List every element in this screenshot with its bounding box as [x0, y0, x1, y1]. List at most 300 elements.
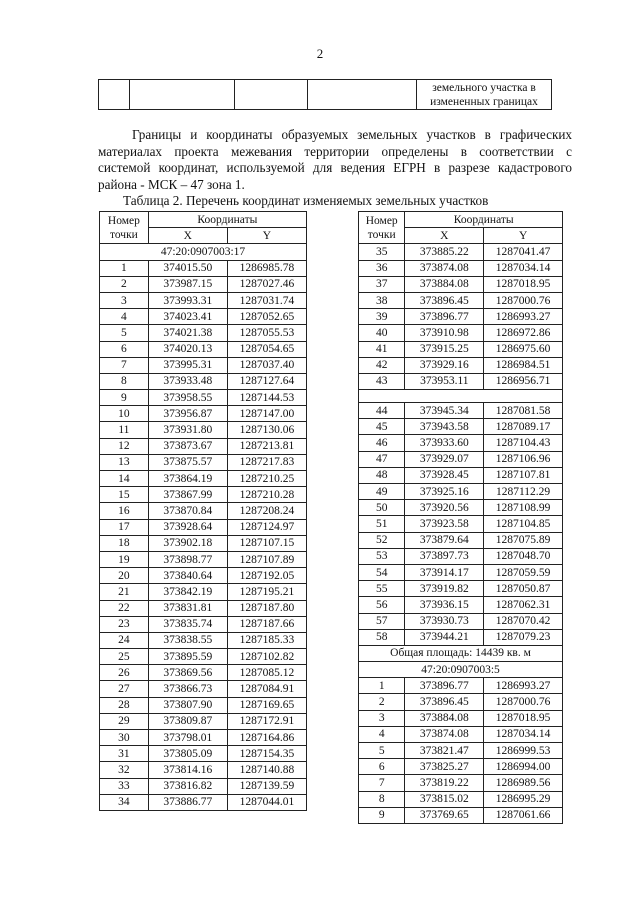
y-value: 1287147.00	[227, 406, 306, 422]
x-value: 373925.16	[405, 484, 484, 500]
table-row	[359, 451, 563, 467]
y-value: 1287210.25	[227, 471, 306, 487]
coordinates-header: Координаты	[405, 212, 563, 228]
header-row	[359, 212, 563, 228]
empty-cell	[130, 80, 235, 110]
x-value: 373870.84	[148, 503, 227, 519]
table-row	[359, 597, 563, 613]
x-value: 373816.82	[148, 778, 227, 794]
x-value: 373884.08	[405, 276, 484, 292]
x-value: 373929.07	[405, 451, 484, 467]
point-number: 32	[100, 762, 149, 778]
x-value: 373798.01	[148, 730, 227, 746]
table-row	[100, 357, 307, 373]
point-number: 37	[359, 276, 405, 292]
point-number: 29	[100, 713, 149, 729]
y-value: 1286993.27	[484, 678, 563, 694]
point-number: 46	[359, 435, 405, 451]
table-row	[359, 532, 563, 548]
x-value: 373835.74	[148, 616, 227, 632]
point-number-header-line1: Номер	[107, 214, 140, 227]
table-row	[359, 309, 563, 325]
x-value: 373821.47	[405, 743, 484, 759]
x-value: 373915.25	[405, 341, 484, 357]
y-value: 1286956.71	[484, 373, 563, 389]
point-number: 4	[100, 309, 149, 325]
y-value: 1287061.66	[484, 807, 563, 823]
x-value: 373993.31	[148, 292, 227, 308]
table-row	[100, 438, 307, 454]
x-value: 373910.98	[405, 325, 484, 341]
x-value: 373805.09	[148, 746, 227, 762]
y-value: 1286975.60	[484, 341, 563, 357]
x-value: 373879.64	[405, 532, 484, 548]
x-value: 373896.77	[405, 309, 484, 325]
point-number: 24	[100, 632, 149, 648]
table-row	[100, 535, 307, 551]
point-number: 31	[100, 746, 149, 762]
y-value: 1287187.80	[227, 600, 306, 616]
y-value: 1287089.17	[484, 419, 563, 435]
table-row	[359, 726, 563, 742]
point-number: 23	[100, 616, 149, 632]
y-value: 1287208.24	[227, 503, 306, 519]
y-value: 1287070.42	[484, 613, 563, 629]
coordinates-header: Координаты	[148, 212, 306, 228]
point-number: 30	[100, 730, 149, 746]
x-value: 373920.56	[405, 500, 484, 516]
table-row	[359, 500, 563, 516]
y-value: 1287052.65	[227, 309, 306, 325]
x-value: 373895.59	[148, 649, 227, 665]
x-value: 373815.02	[405, 791, 484, 807]
x-value: 373995.31	[148, 357, 227, 373]
point-number: 17	[100, 519, 149, 535]
x-value: 373931.80	[148, 422, 227, 438]
table-row	[359, 419, 563, 435]
x-value: 374023.41	[148, 309, 227, 325]
point-number: 55	[359, 581, 405, 597]
table-row	[359, 629, 563, 645]
point-number: 9	[359, 807, 405, 823]
y-value: 1287187.66	[227, 616, 306, 632]
table-row	[100, 390, 307, 406]
y-value: 1287081.58	[484, 403, 563, 419]
table-row	[359, 678, 563, 694]
total-area-row	[359, 645, 563, 661]
x-value: 373874.08	[405, 260, 484, 276]
table-row	[359, 516, 563, 532]
point-number: 2	[100, 276, 149, 292]
y-value: 1287000.76	[484, 292, 563, 308]
y-header: Y	[484, 228, 563, 244]
table-row	[359, 548, 563, 564]
y-value: 1287127.64	[227, 373, 306, 389]
continuation-cell	[417, 80, 552, 110]
point-number: 49	[359, 484, 405, 500]
paragraph-line: Границы и координаты образуемых земельных участков в графических	[132, 127, 572, 142]
x-value: 373953.11	[405, 373, 484, 389]
point-number: 43	[359, 373, 405, 389]
point-number: 57	[359, 613, 405, 629]
x-value: 373928.45	[405, 467, 484, 483]
point-number: 27	[100, 681, 149, 697]
point-number: 50	[359, 500, 405, 516]
section-title: 47:20:0907003:17	[100, 244, 307, 260]
total-area: Общая площадь: 14439 кв. м	[359, 645, 563, 661]
point-number: 58	[359, 629, 405, 645]
x-value: 373869.56	[148, 665, 227, 681]
y-value: 1287124.97	[227, 519, 306, 535]
point-number: 3	[100, 292, 149, 308]
y-value: 1287018.95	[484, 276, 563, 292]
y-value: 1287107.81	[484, 467, 563, 483]
x-value: 373874.08	[405, 726, 484, 742]
section-title-row	[359, 662, 563, 678]
x-value: 373885.22	[405, 244, 484, 260]
table-row	[100, 487, 307, 503]
point-number: 11	[100, 422, 149, 438]
x-value: 373842.19	[148, 584, 227, 600]
y-value: 1287062.31	[484, 597, 563, 613]
x-value: 374020.13	[148, 341, 227, 357]
section-title-row	[100, 244, 307, 260]
separator-row	[359, 390, 563, 403]
point-number: 15	[100, 487, 149, 503]
x-value: 373928.64	[148, 519, 227, 535]
y-value: 1287139.59	[227, 778, 306, 794]
y-value: 1287112.29	[484, 484, 563, 500]
table-row	[100, 292, 307, 308]
y-value: 1287000.76	[484, 694, 563, 710]
x-value: 373866.73	[148, 681, 227, 697]
table-row	[100, 584, 307, 600]
point-number: 25	[100, 649, 149, 665]
point-number: 26	[100, 665, 149, 681]
y-value: 1287044.01	[227, 794, 306, 810]
point-number: 33	[100, 778, 149, 794]
point-number: 6	[100, 341, 149, 357]
y-value: 1287027.46	[227, 276, 306, 292]
point-number: 42	[359, 357, 405, 373]
y-value: 1287130.06	[227, 422, 306, 438]
table-row	[359, 325, 563, 341]
point-number-header-line2: точки	[109, 228, 138, 241]
y-value: 1286985.78	[227, 260, 306, 276]
y-value: 1286995.29	[484, 791, 563, 807]
x-value: 373896.77	[405, 678, 484, 694]
x-value: 373943.58	[405, 419, 484, 435]
x-value: 373956.87	[148, 406, 227, 422]
table-row	[100, 616, 307, 632]
point-number: 34	[100, 794, 149, 810]
point-number-header	[359, 212, 405, 244]
point-number: 51	[359, 516, 405, 532]
table-row	[359, 710, 563, 726]
point-number: 52	[359, 532, 405, 548]
point-number: 44	[359, 403, 405, 419]
y-value: 1287104.85	[484, 516, 563, 532]
point-number: 21	[100, 584, 149, 600]
table-row	[359, 276, 563, 292]
y-value: 1287059.59	[484, 564, 563, 580]
point-number: 54	[359, 564, 405, 580]
page-number: 2	[316, 46, 324, 61]
table-row	[100, 665, 307, 681]
table-row	[100, 730, 307, 746]
x-value: 373884.08	[405, 710, 484, 726]
empty-cell	[308, 80, 417, 110]
table-row	[359, 435, 563, 451]
y-value: 1287172.91	[227, 713, 306, 729]
x-value: 373831.81	[148, 600, 227, 616]
point-number: 8	[100, 373, 149, 389]
description-paragraph	[98, 127, 572, 193]
table-row	[100, 471, 307, 487]
continuation-line-1: земельного участка в	[432, 81, 536, 94]
y-value: 1287079.23	[484, 629, 563, 645]
table-row	[100, 341, 307, 357]
x-value: 373896.45	[405, 292, 484, 308]
table-row	[359, 613, 563, 629]
point-number: 45	[359, 419, 405, 435]
header-row	[100, 212, 307, 228]
table-row	[359, 467, 563, 483]
y-value: 1287104.43	[484, 435, 563, 451]
point-number: 13	[100, 454, 149, 470]
table-row	[100, 260, 307, 276]
table-row	[100, 503, 307, 519]
x-header: X	[148, 228, 227, 244]
x-value: 373930.73	[405, 613, 484, 629]
point-number-header	[100, 212, 149, 244]
y-value: 1287185.33	[227, 632, 306, 648]
point-number: 10	[100, 406, 149, 422]
table-row	[100, 406, 307, 422]
point-number: 3	[359, 710, 405, 726]
y-value: 1287054.65	[227, 341, 306, 357]
y-value: 1287106.96	[484, 451, 563, 467]
x-value: 373936.15	[405, 597, 484, 613]
x-value: 373914.17	[405, 564, 484, 580]
table-row	[359, 403, 563, 419]
point-number: 38	[359, 292, 405, 308]
x-value: 373902.18	[148, 535, 227, 551]
point-number: 8	[359, 791, 405, 807]
point-number: 18	[100, 535, 149, 551]
y-value: 1287055.53	[227, 325, 306, 341]
point-number: 35	[359, 244, 405, 260]
table-row	[100, 746, 307, 762]
x-value: 373933.60	[405, 435, 484, 451]
point-number: 16	[100, 503, 149, 519]
table-row	[359, 260, 563, 276]
x-value: 373867.99	[148, 487, 227, 503]
x-value: 373898.77	[148, 551, 227, 567]
x-value: 373919.82	[405, 581, 484, 597]
y-value: 1287144.53	[227, 390, 306, 406]
table-row	[359, 484, 563, 500]
y-value: 1287154.35	[227, 746, 306, 762]
table-row	[100, 276, 307, 292]
point-number: 20	[100, 568, 149, 584]
table-row	[100, 568, 307, 584]
y-value: 1287041.47	[484, 244, 563, 260]
y-value: 1286993.27	[484, 309, 563, 325]
point-number: 1	[100, 260, 149, 276]
y-value: 1287213.81	[227, 438, 306, 454]
y-value: 1287169.65	[227, 697, 306, 713]
table-row	[359, 759, 563, 775]
table-row	[100, 454, 307, 470]
point-number: 39	[359, 309, 405, 325]
point-number: 36	[359, 260, 405, 276]
table-row	[100, 681, 307, 697]
y-value: 1287075.89	[484, 532, 563, 548]
continuation-table	[98, 79, 552, 110]
x-value: 373814.16	[148, 762, 227, 778]
paragraph-line: района - МСК – 47 зона 1.	[98, 176, 245, 192]
y-value: 1286984.51	[484, 357, 563, 373]
point-number: 2	[359, 694, 405, 710]
point-number-header-line2: точки	[367, 228, 396, 241]
coordinates-table-right	[358, 211, 563, 824]
x-value: 373945.34	[405, 403, 484, 419]
point-number: 56	[359, 597, 405, 613]
x-value: 373840.64	[148, 568, 227, 584]
y-value: 1287108.99	[484, 500, 563, 516]
y-value: 1287048.70	[484, 548, 563, 564]
y-value: 1287195.21	[227, 584, 306, 600]
table-row	[359, 357, 563, 373]
table-row	[100, 632, 307, 648]
x-header: X	[405, 228, 484, 244]
point-number: 9	[100, 390, 149, 406]
y-header: Y	[227, 228, 306, 244]
table-row	[100, 697, 307, 713]
y-value: 1287018.95	[484, 710, 563, 726]
x-value: 373873.67	[148, 438, 227, 454]
table-row	[100, 551, 307, 567]
y-value: 1286989.56	[484, 775, 563, 791]
table-row	[100, 373, 307, 389]
y-value: 1287034.14	[484, 726, 563, 742]
point-number: 1	[359, 678, 405, 694]
x-value: 373933.48	[148, 373, 227, 389]
y-value: 1286994.00	[484, 759, 563, 775]
table-row	[359, 694, 563, 710]
empty-cell	[235, 80, 308, 110]
x-value: 373896.45	[405, 694, 484, 710]
y-value: 1287192.05	[227, 568, 306, 584]
y-value: 1287102.82	[227, 649, 306, 665]
point-number: 22	[100, 600, 149, 616]
table-row	[359, 341, 563, 357]
table-row	[100, 519, 307, 535]
point-number: 14	[100, 471, 149, 487]
y-value: 1287031.74	[227, 292, 306, 308]
table-row	[100, 422, 307, 438]
y-value: 1287050.87	[484, 581, 563, 597]
table-row	[100, 600, 307, 616]
x-value: 373886.77	[148, 794, 227, 810]
table-row	[359, 743, 563, 759]
point-number: 4	[359, 726, 405, 742]
x-value: 373875.57	[148, 454, 227, 470]
y-value: 1287217.83	[227, 454, 306, 470]
table-row	[359, 244, 563, 260]
separator-cell	[359, 390, 563, 403]
point-number: 7	[359, 775, 405, 791]
point-number: 28	[100, 697, 149, 713]
table-row	[100, 713, 307, 729]
x-value: 373819.22	[405, 775, 484, 791]
coordinates-table-left	[99, 211, 307, 811]
x-value: 373987.15	[148, 276, 227, 292]
table-row	[359, 581, 563, 597]
y-value: 1287037.40	[227, 357, 306, 373]
table-row	[100, 778, 307, 794]
paragraph-line: материалах проекта межевания территории определены в соответствии с	[98, 143, 572, 159]
x-value: 373958.55	[148, 390, 227, 406]
x-value: 374021.38	[148, 325, 227, 341]
point-number: 12	[100, 438, 149, 454]
x-value: 373864.19	[148, 471, 227, 487]
table-row	[100, 649, 307, 665]
y-value: 1287084.91	[227, 681, 306, 697]
point-number: 19	[100, 551, 149, 567]
point-number: 40	[359, 325, 405, 341]
y-value: 1287164.86	[227, 730, 306, 746]
empty-cell	[99, 80, 130, 110]
table-row	[359, 373, 563, 389]
table-row	[359, 292, 563, 308]
y-value: 1287210.28	[227, 487, 306, 503]
y-value: 1287034.14	[484, 260, 563, 276]
y-value: 1286999.53	[484, 743, 563, 759]
x-value: 373809.87	[148, 713, 227, 729]
point-number: 48	[359, 467, 405, 483]
x-value: 373944.21	[405, 629, 484, 645]
y-value: 1287140.88	[227, 762, 306, 778]
table-row	[359, 807, 563, 823]
x-value: 373838.55	[148, 632, 227, 648]
x-value: 373807.90	[148, 697, 227, 713]
point-number: 7	[100, 357, 149, 373]
point-number: 5	[100, 325, 149, 341]
x-value: 373769.65	[405, 807, 484, 823]
table-row	[359, 775, 563, 791]
continuation-line-2: измененных границах	[430, 95, 538, 108]
section-title: 47:20:0907003:5	[359, 662, 563, 678]
x-value: 374015.50	[148, 260, 227, 276]
point-number-header-line1: Номер	[365, 214, 398, 227]
table-caption: Таблица 2. Перечень координат изменяемых земельных участков	[123, 193, 489, 208]
point-number: 41	[359, 341, 405, 357]
table-row	[359, 564, 563, 580]
paragraph-line: системой координат, используемой для ведения ЕГРН в разрезе кадастрового	[98, 160, 572, 175]
x-value: 373929.16	[405, 357, 484, 373]
table-row	[100, 762, 307, 778]
point-number: 6	[359, 759, 405, 775]
point-number: 47	[359, 451, 405, 467]
x-value: 373923.58	[405, 516, 484, 532]
x-value: 373825.27	[405, 759, 484, 775]
table-row	[359, 791, 563, 807]
table-row	[100, 325, 307, 341]
point-number: 5	[359, 743, 405, 759]
y-value: 1287107.15	[227, 535, 306, 551]
